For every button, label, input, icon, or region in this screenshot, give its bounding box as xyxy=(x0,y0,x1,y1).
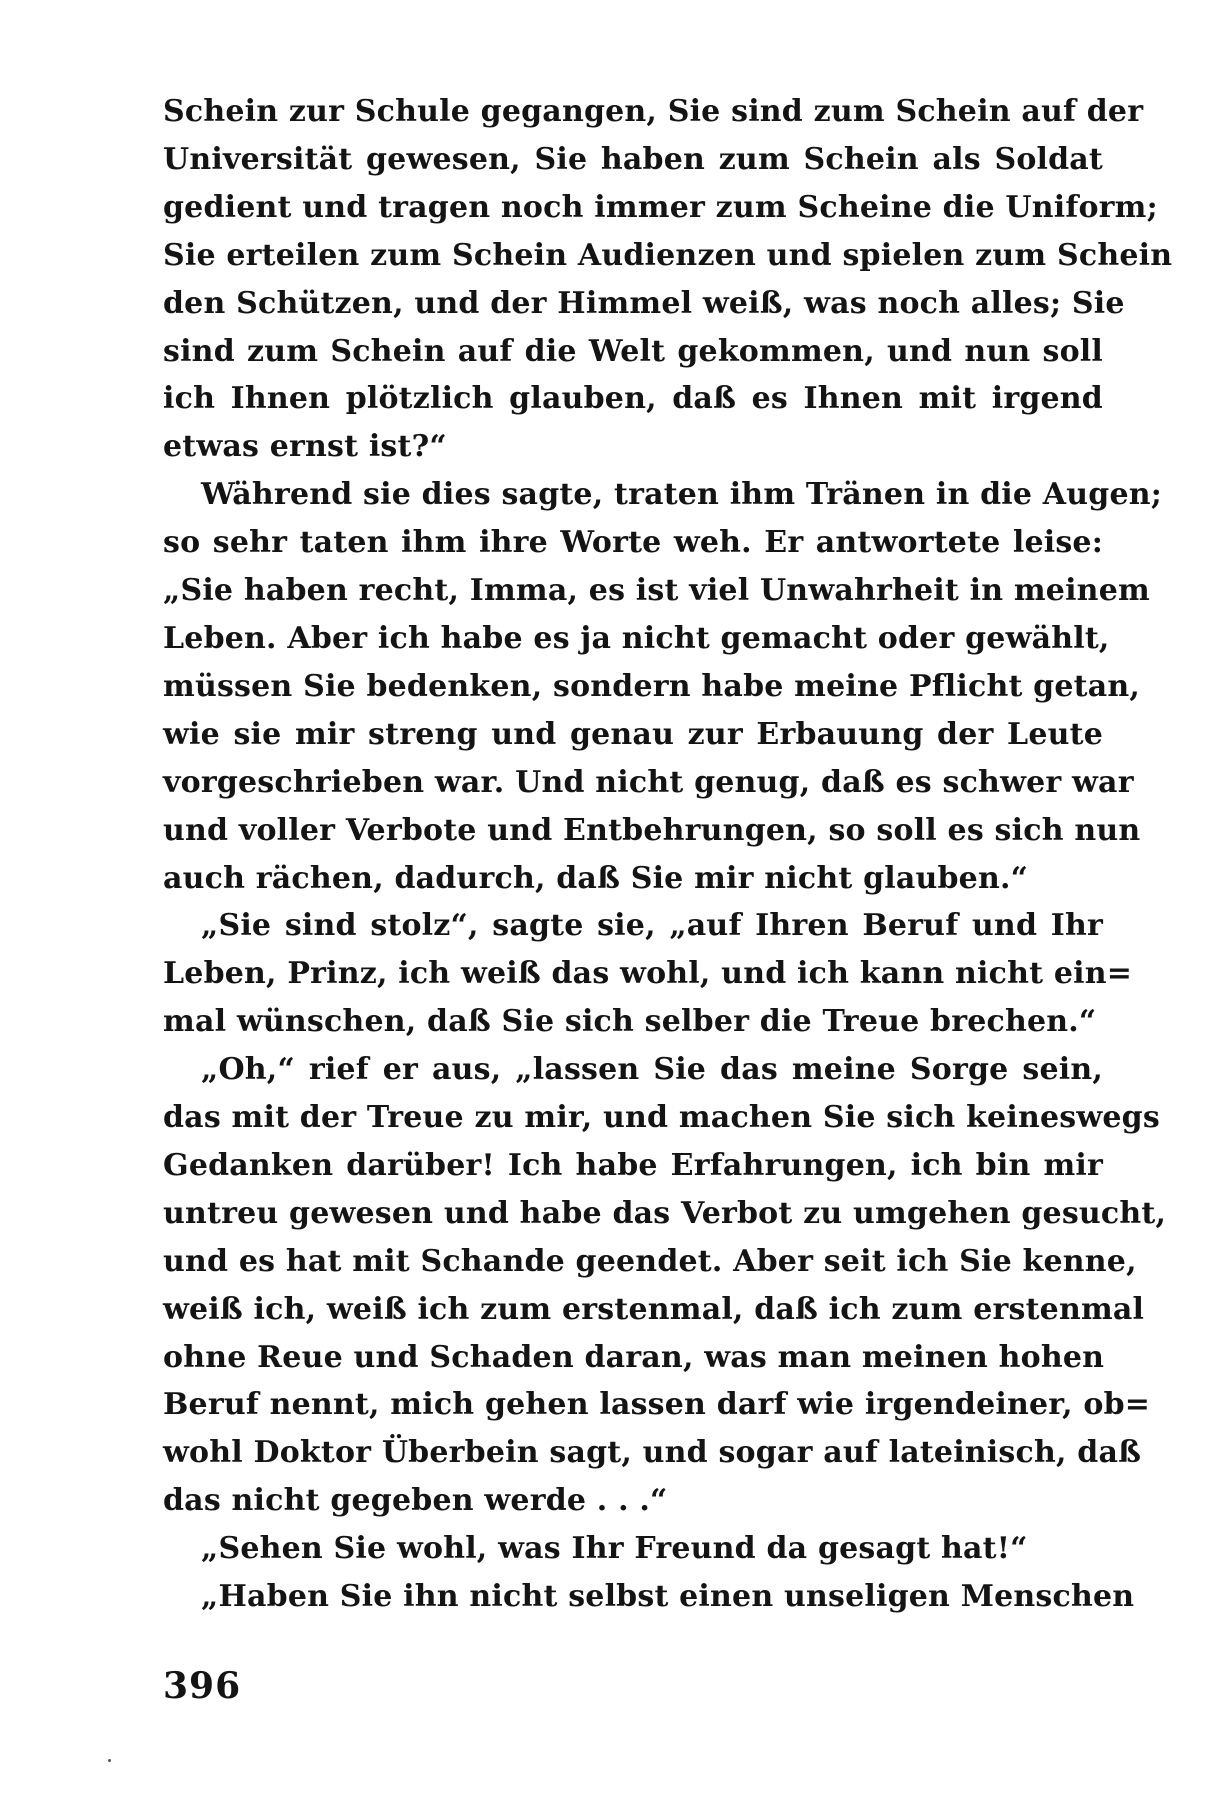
text-line: müssen Sie bedenken, sondern habe meine Pflicht getan, xyxy=(163,668,1140,704)
body-text xyxy=(163,88,1173,1621)
text-line: Schein zur Schule gegangen, Sie sind zum Schein auf der xyxy=(163,94,1144,129)
paragraph-start-line: „Sehen Sie wohl, was Ihr Freund da gesagt hat!“ xyxy=(201,1531,1028,1567)
text-line: so sehr taten ihm ihre Worte weh. Er antwortete leise: xyxy=(163,525,1103,561)
text-line: gedient und tragen noch immer zum Scheine die Uniform; xyxy=(163,189,1158,225)
text-line: mal wünschen, daß Sie sich selber die Treue brechen.“ xyxy=(163,1004,1097,1040)
text-line: das nicht gegeben werde . . .“ xyxy=(163,1483,668,1519)
text-line: den Schützen, und der Himmel weiß, was noch alles; Sie xyxy=(163,285,1125,321)
text-line: das mit der Treue zu mir, und machen Sie sich keineswegs xyxy=(163,1100,1160,1136)
text-line: Sie erteilen zum Schein Audienzen und spielen zum Schein xyxy=(163,237,1173,273)
text-line: Universität gewesen, Sie haben zum Schein als Soldat xyxy=(163,141,1103,177)
text-line: Leben. Aber ich habe es ja nicht gemacht oder gewählt, xyxy=(163,620,1110,656)
paper-speck xyxy=(108,1759,111,1762)
book-page xyxy=(163,88,1173,1621)
paragraph-start-line: „Haben Sie ihn nicht selbst einen unseligen Menschen xyxy=(201,1579,1135,1615)
paragraph-start-line: „Sie sind stolz“, sagte sie, „auf Ihren Beruf und Ihr xyxy=(201,908,1103,944)
text-line: etwas ernst ist?“ xyxy=(163,429,447,465)
text-line: ich Ihnen plötzlich glauben, daß es Ihnen mit irgend xyxy=(163,381,1103,417)
text-line: Gedanken darüber! Ich habe Erfahrungen, ich bin mir xyxy=(163,1147,1103,1183)
text-line: Beruf nennt, mich gehen lassen darf wie irgendeiner, ob= xyxy=(163,1387,1151,1423)
text-line: vorgeschrieben war. Und nicht genug, daß es schwer war xyxy=(163,764,1134,800)
text-line: wohl Doktor Überbein sagt, und sogar auf lateinisch, daß xyxy=(163,1435,1142,1471)
text-line: auch rächen, dadurch, daß Sie mir nicht glauben.“ xyxy=(163,860,1029,896)
text-line: weiß ich, weiß ich zum erstenmal, daß ich zum erstenmal xyxy=(163,1291,1145,1327)
text-line: und voller Verbote und Entbehrungen, so soll es sich nun xyxy=(163,812,1141,848)
text-line: „Sie haben recht, Imma, es ist viel Unwahrheit in meinem xyxy=(163,573,1150,609)
paragraph-start-line: Während sie dies sagte, traten ihm Tränen in die Augen; xyxy=(201,477,1163,513)
page-number: 396 xyxy=(163,1665,242,1707)
text-line: untreu gewesen und habe das Verbot zu umgehen gesucht, xyxy=(163,1195,1167,1231)
text-line: und es hat mit Schande geendet. Aber seit ich Sie kenne, xyxy=(163,1243,1137,1279)
text-line: sind zum Schein auf die Welt gekommen, und nun soll xyxy=(163,333,1103,369)
text-line: Leben, Prinz, ich weiß das wohl, und ich kann nicht ein= xyxy=(163,956,1133,992)
paragraph-start-line: „Oh,“ rief er aus, „lassen Sie das meine Sorge sein, xyxy=(201,1052,1103,1088)
text-line: ohne Reue und Schaden daran, was man meinen hohen xyxy=(163,1339,1105,1375)
text-line: wie sie mir streng und genau zur Erbauung der Leute xyxy=(163,716,1103,752)
